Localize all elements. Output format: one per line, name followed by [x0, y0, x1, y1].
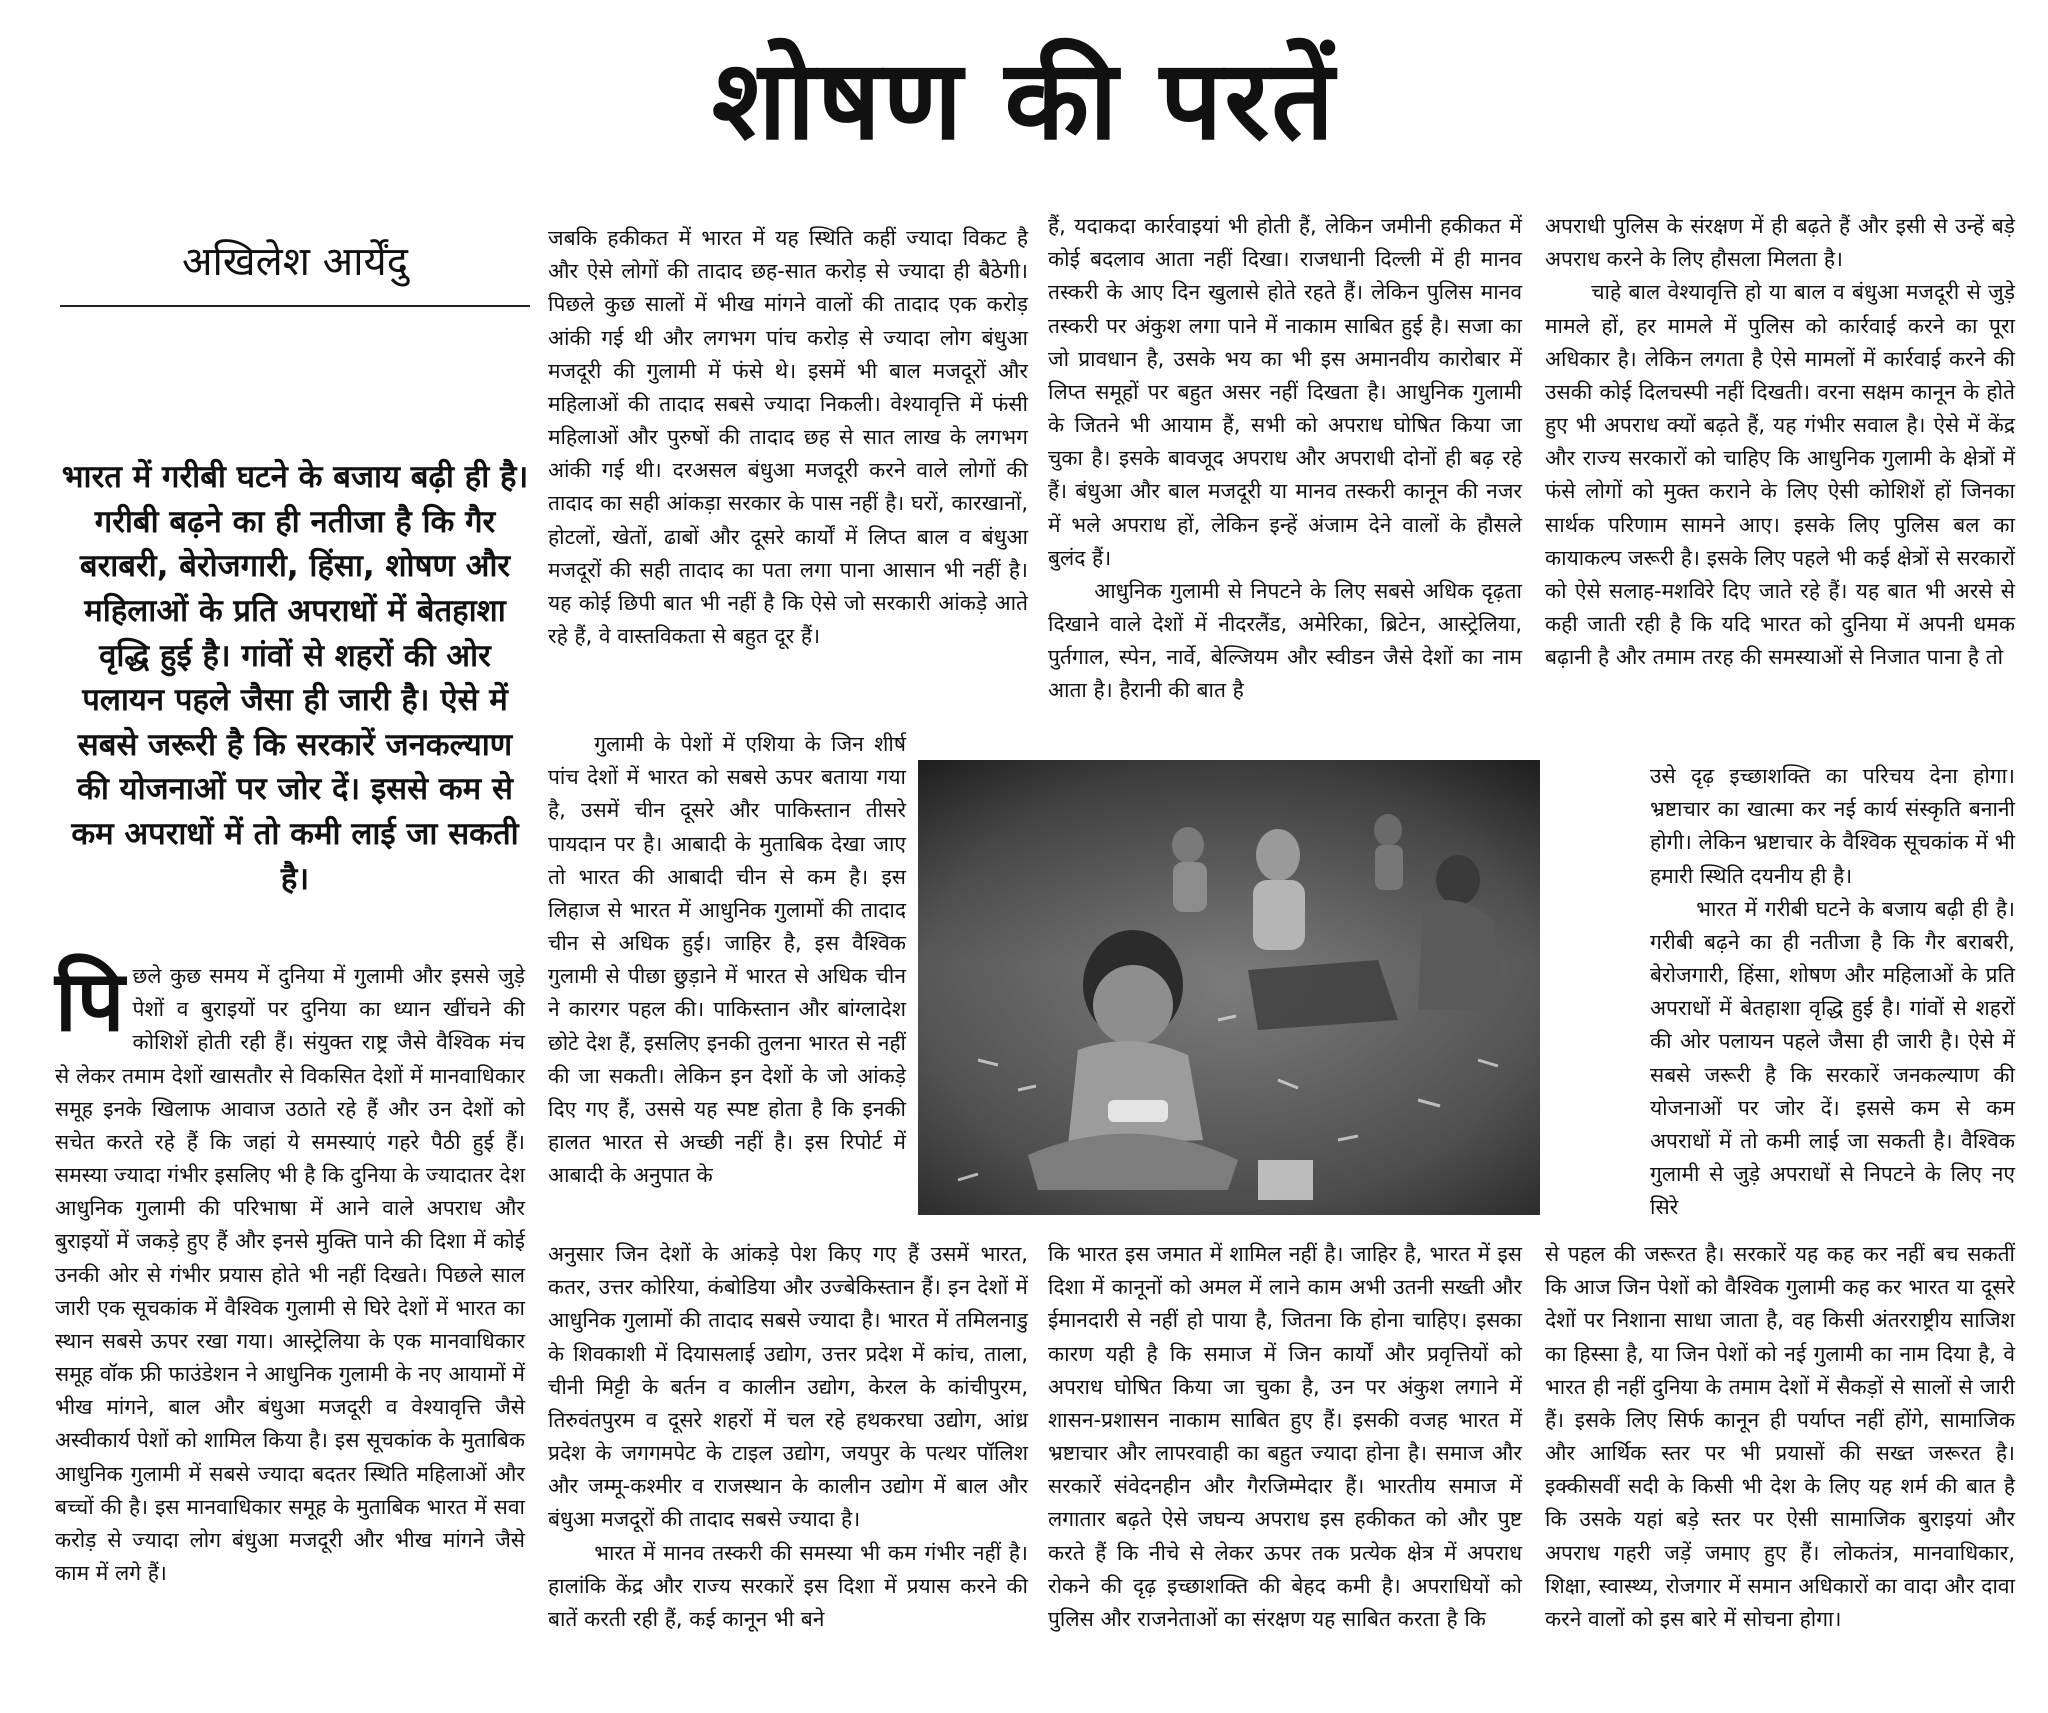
article-column-4-bottom: [1545, 1238, 2015, 1636]
article-paragraph: कि भारत इस जमात में शामिल नहीं है। जाहिर है, भारत में इस दिशा में कानूनों को अमल में लाने काम अभी उतनी सख्ती और ईमानदारी से नहीं हो पाया है, जितना कि होना चाहिए। इसका कारण यही है कि समाज में जिन कार्यों और प्रवृत्तियों को अपराध घोषित किया जा चुका है, उन पर अंकुश लगाने में शासन-प्रशासन नाकाम साबित हुए हैं। इसकी वजह भारत में भ्रष्टाचार और लापरवाही का बहुत ज्यादा होना है। समाज और सरकारें संवेदनहीन और गैरजिम्मेदार हैं। भारतीय समाज में लगातार बढ़ते ऐसे जघन्य अपराध इस हकीकत को और पुष्ट करते हैं कि नीचे से लेकर ऊपर तक प्रत्येक क्षेत्र में अपराध रोकने की दृढ़ इच्छाशक्ति की बेहद कमी है। अपराधियों को पुलिस और राजनेताओं का संरक्षण यह साबित करता है कि: [1048, 1242, 1522, 1631]
article-column-1: [55, 952, 525, 1590]
article-column-3-bottom: [1048, 1238, 1522, 1636]
byline-divider: [60, 305, 530, 307]
article-paragraph: चाहे बाल वेश्यावृत्ति हो या बाल व बंधुआ मजदूरी से जुड़े मामले हों, हर मामले में पुलिस को कार्रवाई करने का पूरा अधिकार है। लेकिन लगता है ऐसे मामलों में कार्रवाई करने की उसकी कोई दिलचस्पी नहीं दिखती। वरना सक्षम कानून के होते हुए भी अपराध क्यों बढ़ते हैं, यह गंभीर सवाल है। ऐसे में केंद्र और राज्य सरकारों को चाहिए कि आधुनिक गुलामी के क्षेत्रों में फंसे लोगों को मुक्त कराने के लिए ऐसी कोशिशें हों जिनका सार्थक परिणाम सामने आए। इसके लिए पुलिस बल का कायाकल्प जरूरी है। इसके लिए पहले भी कई क्षेत्रों से सरकारों को ऐसे सलाह-मशविरे दिए जाते रहे हैं। यह बात भी अरसे से कही जाती रही है कि यदि भारत को दुनिया में अपनी धमक बढ़ानी है और तमाम तरह की समस्याओं से निजात पाना है तो: [1545, 280, 2015, 670]
article-paragraph: से पहल की जरूरत है। सरकारें यह कह कर नहीं बच सकतीं कि आज जिन पेशों को वैश्विक गुलामी कह कर भारत या दूसरे देशों पर निशाना साधा जाता है, वह किसी अंतरराष्ट्रीय साजिश का हिस्सा है, या जिन पेशों को नई गुलामी का नाम दिया है, वे भारत ही नहीं दुनिया के तमाम देशों में सैकड़ों से सालों से जारी हैं। इसके लिए सिर्फ कानून ही पर्याप्त नहीं होंगे, सामाजिक और आर्थिक स्तर पर भी प्रयासों की सख्त जरूरत है। इक्कीसवीं सदी के किसी भी देश के लिए यह शर्म की बात है कि उसके यहां बड़े स्तर पर ऐसी सामाजिक बुराइयां और अपराध गहरी जड़ें जमाए हुए हैं। लोकतंत्र, मानवाधिकार, शिक्षा, स्वास्थ्य, रोजगार में समान अधिकारों का वादा और दावा करने वालों को इस बारे में सोचना होगा।: [1545, 1242, 2015, 1631]
article-column-2-beside-photo: [548, 728, 906, 1192]
pull-quote: भारत में गरीबी घटने के बजाय बढ़ी ही है। गरीबी बढ़ने का ही नतीजा है कि गैर बराबरी, बेरोजगारी, हिंसा, शोषण और महिलाओं के प्रति अपराधों में बेतहाशा वृद्धि हुई है। गांवों से शहरों की ओर पलायन पहले जैसा ही जारी है। ऐसे में सबसे जरूरी है कि सरकारें जनकल्याण की योजनाओं पर जोर दें। इससे कम से कम अपराधों में तो कमी लाई जा सकती है।: [61, 459, 529, 897]
headline: शोषण की परतें: [711, 36, 1337, 164]
article-paragraph: आधुनिक गुलामी से निपटने के लिए सबसे अधिक दृढ़ता दिखाने वाले देशों में नीदरलैंड, अमेरिका, ब्रिटेन, आस्ट्रेलिया, पुर्तगाल, स्पेन, नार्वे, बेल्जियम और स्वीडन जैसे देशों का नाम आता है। हैरानी की बात है: [1048, 578, 1522, 703]
article-paragraph: गुलामी के पेशों में एशिया के जिन शीर्ष पांच देशों में भारत को सबसे ऊपर बताया गया है, उसमें चीन दूसरे और पाकिस्तान तीसरे पायदान पर है। आबादी के मुताबिक देखा जाए तो भारत की आबादी चीन से कम है। इस लिहाज से भारत में आधुनिक गुलामों की तादाद चीन से अधिक हुई। जाहिर है, इस वैश्विक गुलामी से पीछा छुड़ाने में भारत से अधिक चीन ने कारगर पहल की। पाकिस्तान और बांग्लादेश छोटे देश हैं, इसलिए इनकी तुलना भारत से नहीं की जा सकती। लेकिन इन देशों के जो आंकड़े दिए गए हैं, उससे यह स्पष्ट होता है कि इनकी हालत भारत से अच्छी नहीं है। इस रिपोर्ट में आबादी के अनुपात के: [548, 732, 906, 1188]
article-paragraph: अनुसार जिन देशों के आंकड़े पेश किए गए हैं उसमें भारत, कतर, उत्तर कोरिया, कंबोडिया और उज्बेकिस्तान हैं। इन देशों में आधुनिक गुलामों की तादाद सबसे ज्यादा है। भारत में तमिलनाडु के शिवकाशी में दियासलाई उद्योग, उत्तर प्रदेश में कांच, ताला, चीनी मिट्टी के बर्तन व कालीन उद्योग, केरल के कांचीपुरम, तिरुवंतपुरम व दूसरे शहरों में चल रहे हथकरघा उद्योग, आंध्र प्रदेश के जगगमपेट के टाइल उद्योग, जयपुर के पत्थर पॉलिश और जम्मू-कश्मीर व राजस्थान के कालीन उद्योग में बाल और बंधुआ मजदूरों की तादाद सबसे ज्यादा है।: [548, 1242, 1028, 1532]
article-column-2-bottom: [548, 1238, 1028, 1636]
drop-cap: पि: [55, 952, 125, 1050]
article-paragraph: जबकि हकीकत में भारत में यह स्थिति कहीं ज्यादा विकट है और ऐसे लोगों की तादाद छह-सात करोड़ से ज्यादा ही बैठेगी। पिछले कुछ सालों में भीख मांगने वालों की तादाद एक करोड़ आंकी गई थी और लगभग पांच करोड़ से ज्यादा लोग बंधुआ मजदूरी की गुलामी में फंसे थे। इसमें भी बाल मजदूरों और महिलाओं की तादाद सबसे ज्यादा निकली। वेश्यावृत्ति में फंसी महिलाओं और पुरुषों की तादाद छह से सात लाख के लगभग आंकी गई थी। दरअसल बंधुआ मजदूरी करने वाले लोगों की तादाद का सही आंकड़ा सरकार के पास नहीं है। घरों, कारखानों, होटलों, खेतों, ढाबों और दूसरे कार्यों में लिप्त बाल व बंधुआ मजदूरों की सही तादाद का पता लगा पाना आसान भी नहीं है। यह कोई छिपी बात भी नहीं है कि ऐसे जो सरकारी आंकड़े आते रहे हैं, वे वास्तविकता से बहुत दूर हैं।: [548, 226, 1028, 649]
article-column-2-top: [548, 222, 1028, 653]
article-paragraph: उसे दृढ़ इच्छाशक्ति का परिचय देना होगा। भ्रष्टाचार का खात्मा कर नई कार्य संस्कृति बनानी होगी। लेकिन भ्रष्टाचार के वैश्विक सूचकांक में भी हमारी स्थिति दयनीय ही है।: [1650, 764, 2015, 888]
article-paragraph: अपराधी पुलिस के संरक्षण में ही बढ़ते हैं और इसी से उन्हें बड़े अपराध करने के लिए हौसला मिलता है।: [1545, 214, 2015, 272]
article-paragraph: भारत में गरीबी घटने के बजाय बढ़ी ही है। गरीबी बढ़ने का ही नतीजा है कि गैर बराबरी, बेरोजगारी, हिंसा, शोषण और महिलाओं के प्रति अपराधों में बेतहाशा वृद्धि हुई है। गांवों से शहरों की ओर पलायन पहले जैसा ही जारी है। ऐसे में सबसे जरूरी है कि सरकारें जनकल्याण की योजनाओं पर जोर दें। इससे कम से कम अपराधों में तो कमी लाई जा सकती है। वैश्विक गुलामी से जुड़े अपराधों से निपटने के लिए नए सिरे: [1650, 896, 2015, 1220]
article-column-4-top: [1545, 210, 2015, 674]
article-paragraph: हैं, यदाकदा कार्रवाइयां भी होती हैं, लेकिन जमीनी हकीकत में कोई बदलाव आता नहीं दिखा। राजधानी दिल्ली में ही मानव तस्करी के आए दिन खुलासे होते रहते हैं। लेकिन पुलिस मानव तस्करी पर अंकुश लगा पाने में नाकाम साबित हुई है। सजा का जो प्रावधान है, उसके भय का भी इस अमानवीय कारोबार में लिप्त समूहों पर बहुत असर नहीं दिखता है। आधुनिक गुलामी के जितने भी आयाम हैं, सभी को अपराध घोषित किया जा चुका है। इसके बावजूद अपराध और अपराधी दोनों ही बढ़ रहे हैं। बंधुआ और बाल मजदूरी या मानव तस्करी कानून की नजर में भले अपराध हों, लेकिन इन्हें अंजाम देने वालों के हौसले बुलंद हैं।: [1048, 214, 1522, 570]
paragraph-text: छले कुछ समय में दुनिया में गुलामी और इससे जुड़े पेशों व बुराइयों पर दुनिया का ध्यान खींचने की कोशिशें होती रही हैं। संयुक्त राष्ट्र जैसे वैश्विक मंच से लेकर तमाम देशों खासतौर से विकसित देशों में मानवाधिकार समूह इनके खिलाफ आवाज उठाते रहे हैं और उन देशों को सचेत करते रहे हैं कि जहां ये समस्याएं गहरे पैठी हुई हैं। समस्या ज्यादा गंभीर इसलिए भी है कि दुनिया के ज्यादातर देश आधुनिक गुलामी की परिभाषा में आने वाले अपराध और बुराइयों में जकड़े हुए हैं और इनसे मुक्ति पाने की दिशा में कोई उनकी ओर से गंभीर प्रयास होते भी नहीं दिखते। पिछले साल जारी एक सूचकांक में वैश्विक गुलामी से घिरे देशों में भारत का स्थान सबसे ऊपर रखा गया। आस्ट्रेलिया के एक मानवाधिकार समूह वॉक फ्री फाउंडेशन ने आधुनिक गुलामी के नए आयामों में भीख मांगने, बाल और बंधुआ मजदूरी व वेश्यावृत्ति जैसे अस्वीकार्य पेशों को शामिल किया है। इस सूचकांक के मुताबिक आधुनिक गुलामी में सबसे ज्यादा बदतर स्थिति महिलाओं और बच्चों की है। इस मानवाधिकार समूह के मुताबिक भारत में सवा करोड़ से ज्यादा लोग बंधुआ मजदूरी और भीख मांगने जैसे काम में लगे हैं।: [55, 964, 525, 1586]
article-column-4-beside-photo: [1650, 760, 2015, 1224]
child-labour-photo: [918, 760, 1540, 1215]
byline: अखिलेश आर्येंदु: [182, 239, 408, 285]
article-paragraph: [55, 952, 525, 1590]
article-paragraph: भारत में मानव तस्करी की समस्या भी कम गंभीर नहीं है। हालांकि केंद्र और राज्य सरकारें इस दिशा में प्रयास करने की बातें करती रही हैं, कई कानून भी बने: [548, 1540, 1028, 1631]
article-column-3-top: [1048, 210, 1522, 708]
